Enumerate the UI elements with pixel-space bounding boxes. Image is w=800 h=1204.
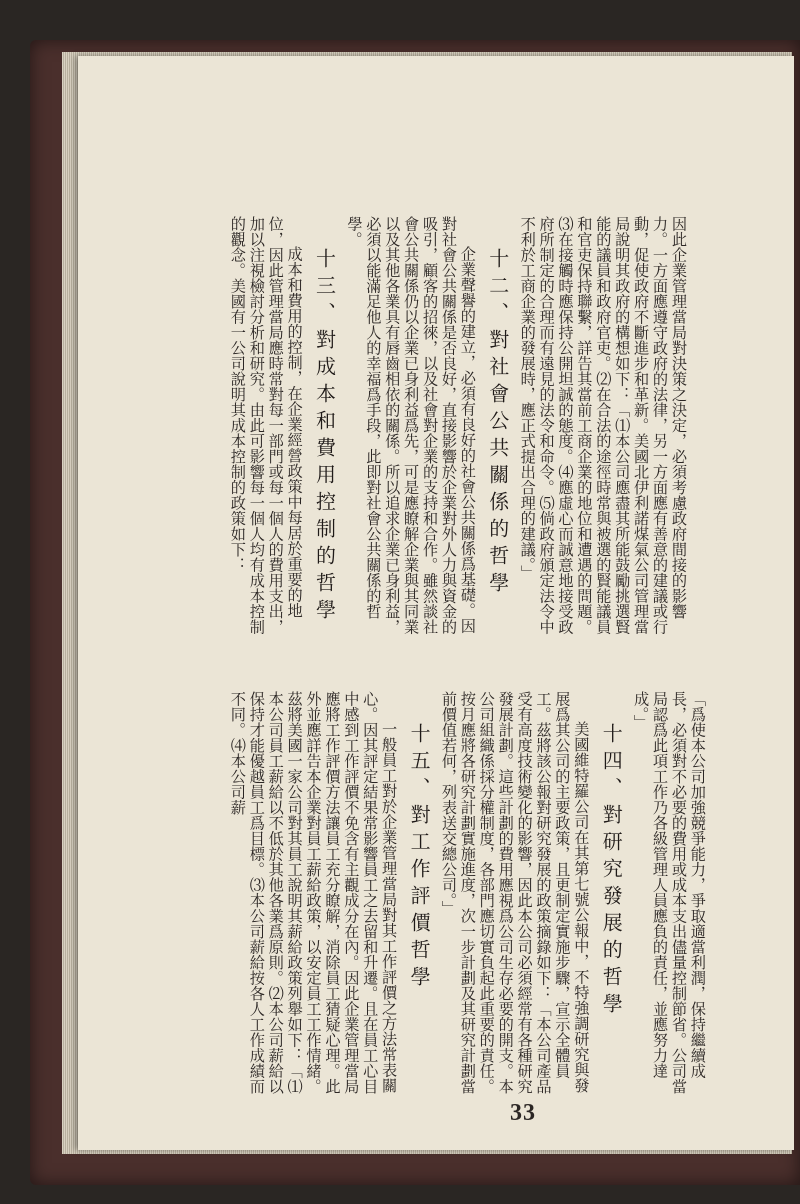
bottom-text-column	[228, 691, 707, 1096]
book-page	[78, 56, 794, 1150]
section-13-heading: 十三、對成本和費用控制的哲學	[312, 248, 337, 626]
page-number: 33	[510, 1100, 536, 1126]
bottom-paragraph-2: 美國維特羅公司在其第七號公報中，不特強調研究與發展爲其公司的主要政策，且更制定實施步驟，宣示全體員工。茲將該公報對研究發展的政策摘錄如下：「本公司產品受有高度技術變化的影響，因此本公司必須經常有各種研究發展計劃。這些計劃的費用應視爲公司生存必要的開支。本公司組織係採分權制度，各部門應切實負起此重要的責任。按月應將各研究計劃實施進度，次一步計劃及其研究計劃當前價值若何，列表送交總公司。」	[439, 691, 591, 1094]
section-15-heading: 十五、對工作評價哲學	[407, 723, 432, 993]
top-paragraph-1: 因此企業管理當局對決策之決定，必須考慮政府間接的影響力。一方面應遵守政府的法律，另一方面應有善意的建議或行動，促使政府不斷進步和革新。美國北伊利諾煤氣公司管理當局說明其政府的構想如下：「⑴本公司應盡其所能鼓勵挑選賢能的議員和政府官吏。⑵在合法的途徑時常與被選的賢能議員和官吏保持聯繫，詳告其當前工商企業的地位和遭遇的問題。⑶在接觸時應保持公開坦誠的態度。⑷應虛心而誠意地接受政府所制定的合理而有遠見的法令和命令。⑸倘政府頒定法令中不利於工商企業的發展時，應正式提出合理的建議。」	[518, 216, 688, 635]
bottom-paragraph-1: 「爲使本公司加強競爭能力，爭取適當利潤，保持繼續成長，必須對不必要的費用或成本支出儘量控制節省。公司當局認爲此項工作乃各級管理人員應負的責任，並應努力達成。」	[632, 691, 707, 1094]
bottom-paragraph-3: 一般員工對於企業管理當局對其工作評價之方法常表關心。因其評定結果常影響員工之去留和升遷。且在員工心目中感到工作評價不免含有主觀成分在內。因此企業管理當局應將工作評價方法讓員工充分瞭解，消除員工猜疑心理。此外並應詳告本企業對員工薪給政策，以安定員工工作情緒。茲將美國一家公司對其員工說明其薪給政策列舉如下：「⑴本公司員工薪給以不低於其他各業爲原則。⑵本公司薪給以保持才能優越員工爲目標。⑶本公司薪給按各人工作成績而不同。⑷本公司薪	[228, 691, 399, 1094]
top-paragraph-3: 成本和費用的控制，在企業經營政策中每居於重要的地位，因此管理當局應時常對每一部門或每一個人的費用支出，加以注視檢討分析和研究。由此可影響每一個人均有成本控制的觀念。美國有一公司說明其成本控制的政策如下：	[228, 216, 304, 635]
section-14-heading: 十四、對研究發展的哲學	[599, 723, 624, 1020]
top-text-column	[228, 216, 688, 641]
top-paragraph-2: 企業聲譽的建立，必須有良好的社會公共關係爲基礎。因對社會公共關係是否良好，直接影響於企業對外人力與資金的吸引，顧客的招徠，以及社會對企業的支持和合作。雖然談社會公共關係仍以企業已身利益爲先，可是應瞭解企業與其同業以及其他各業具有唇齒相依的關係。所以追求企業已身利益，必須以能滿足他人的幸福爲手段，此即對社會公共關係的哲學。	[345, 216, 477, 635]
section-12-heading: 十二、對社會公共關係的哲學	[485, 248, 510, 599]
